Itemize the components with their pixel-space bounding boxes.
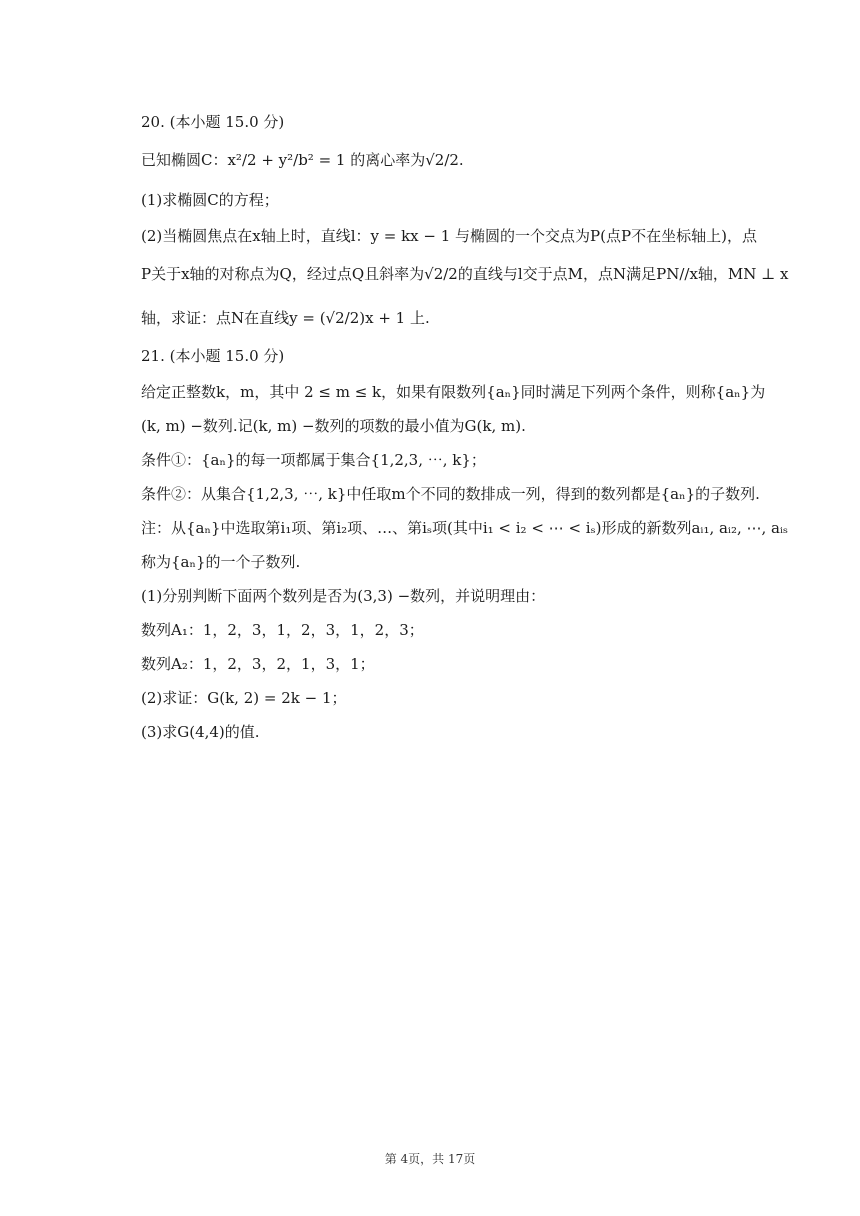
problem-20-part1: (1)求椭圆C的方程； xyxy=(141,191,279,209)
problem-20-part2-line3: 轴，求证：点N在直线y = (√2/2)x + 1 上. xyxy=(141,309,430,327)
problem-20-part2-line1: (2)当椭圆焦点在x轴上时，直线l：y = kx − 1 与椭圆的一个交点为P(点P不在坐标轴上)，点 xyxy=(141,227,757,245)
problem-21-sequence-a2: 数列A₂：1，2，3，2，1，3，1； xyxy=(141,655,375,673)
problem-21-question2: (2)求证：G(k, 2) = 2k − 1； xyxy=(141,689,347,707)
problem-21-sequence-a1: 数列A₁：1，2，3，1，2，3，1，2，3； xyxy=(141,621,424,639)
problem-21-header: 21. (本小题 15.0 分) xyxy=(141,347,285,365)
problem-20-header: 20. (本小题 15.0 分) xyxy=(141,113,285,131)
problem-21-question3: (3)求G(4,4)的值. xyxy=(141,723,260,741)
problem-20-part2-line2: P关于x轴的对称点为Q，经过点Q且斜率为√2/2的直线与l交于点M，点N满足PN//x轴，MN ⊥ x xyxy=(141,265,789,283)
problem-21-line1: 给定正整数k，m，其中 2 ≤ m ≤ k，如果有限数列{aₙ}同时满足下列两个条件，则称{aₙ}为 xyxy=(141,383,766,401)
problem-21-condition1: 条件①：{aₙ}的每一项都属于集合{1,2,3, ⋯, k}； xyxy=(141,451,486,469)
problem-21-condition2: 条件②：从集合{1,2,3, ⋯, k}中任取m个不同的数排成一列，得到的数列都是{aₙ}的子数列. xyxy=(141,485,760,503)
problem-21-note-line1: 注：从{aₙ}中选取第i₁项、第i₂项、…、第iₛ项(其中i₁ < i₂ < ⋯ < iₛ)形成的新数列aᵢ₁, aᵢ₂, ⋯, aᵢₛ xyxy=(141,519,789,537)
problem-20-stem: 已知椭圆C：x²/2 + y²/b² = 1 的离心率为√2/2. xyxy=(141,151,464,169)
problem-21-note-line2: 称为{aₙ}的一个子数列. xyxy=(141,553,301,571)
page-footer: 第 4页，共 17页 xyxy=(384,1152,476,1166)
problem-21-line2: (k, m) −数列.记(k, m) −数列的项数的最小值为G(k, m). xyxy=(141,417,526,435)
problem-21-question1: (1)分别判断下面两个数列是否为(3,3) −数列，并说明理由： xyxy=(141,587,546,605)
